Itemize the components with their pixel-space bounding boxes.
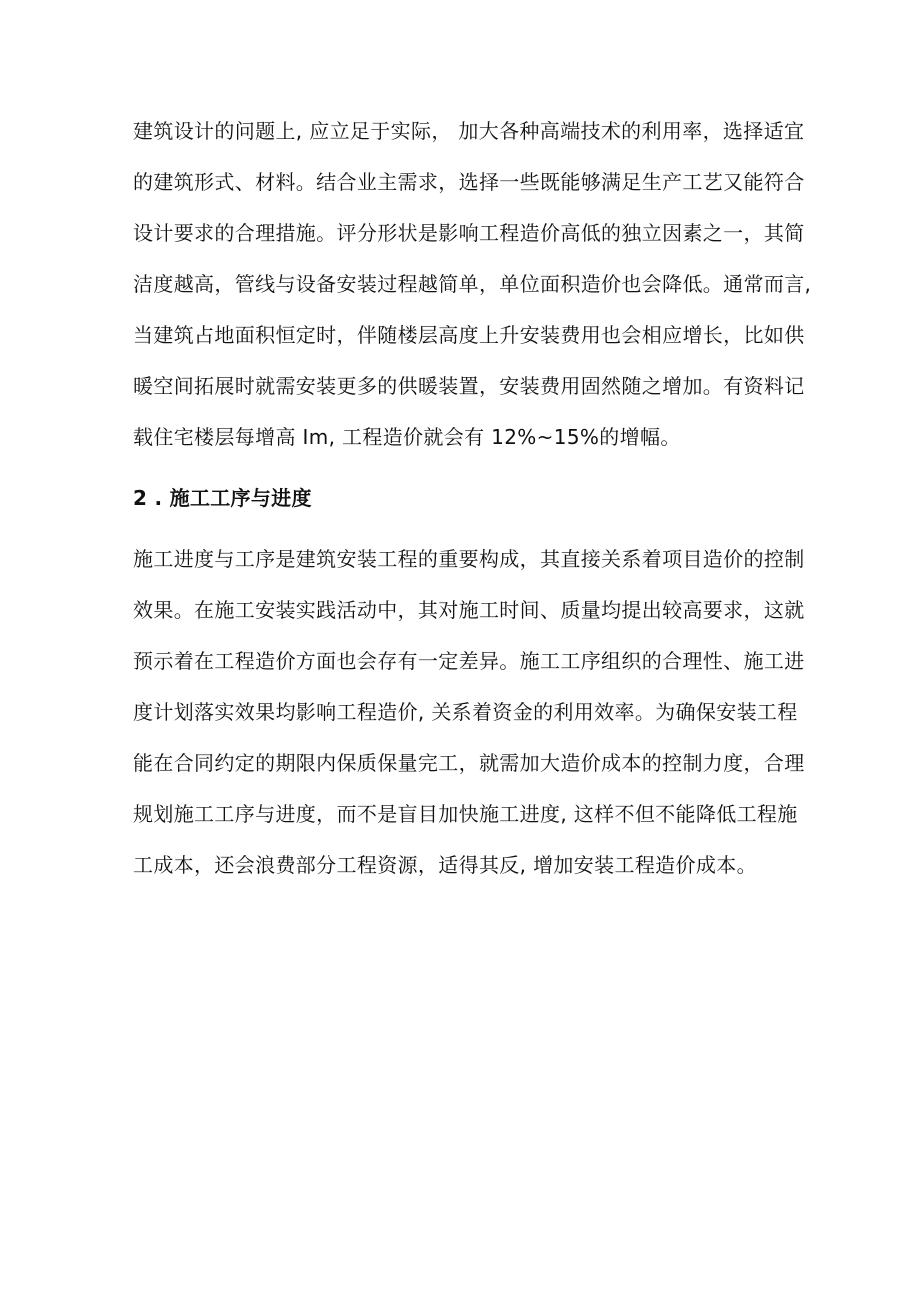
section-2-heading: 2 . 施工工序与进度 — [133, 486, 312, 510]
paragraph-1-line: 洁度越高，管线与设备安装过程越简单，单位面积造价也会降低。通常而言, — [133, 272, 812, 296]
paragraph-2-line: 工成本，还会浪费部分工程资源，适得其反, 增加安装工程造价成本。 — [133, 853, 757, 877]
paragraph-1-line: 建筑设计的问题上, 应立足于实际， 加大各种高端技术的利用率，选择适宜 — [133, 119, 805, 143]
paragraph-1-line: 设计要求的合理措施。评分形状是影响工程造价高低的独立因素之一，其简 — [133, 221, 805, 245]
paragraph-1-line: 的建筑形式、材料。结合业主需求，选择一些既能够满足生产工艺又能符合 — [133, 170, 805, 194]
paragraph-2-line: 度计划落实效果均影响工程造价, 关系着资金的利用效率。为确保安装工程 — [133, 700, 798, 724]
paragraph-2-line: 施工进度与工序是建筑安装工程的重要构成，其直接关系着项目造价的控制 — [133, 547, 805, 571]
paragraph-2-line: 效果。在施工安装实践活动中，其对施工时间、质量均提出较高要求，这就 — [133, 598, 805, 622]
paragraph-1-line: 当建筑占地面积恒定时，伴随楼层高度上升安装费用也会相应增长，比如供 — [133, 323, 805, 347]
paragraph-1-line: 载住宅楼层每增高 Im, 工程造价就会有 12%~15%的增幅。 — [133, 425, 681, 449]
paragraph-1-line: 暖空间拓展时就需安装更多的供暖装置，安装费用固然随之增加。有资料记 — [133, 374, 805, 398]
paragraph-2-line: 预示着在工程造价方面也会存有一定差异。施工工序组织的合理性、施工进 — [133, 649, 805, 673]
paragraph-2-line: 能在合同约定的期限内保质保量完工，就需加大造价成本的控制力度，合理 — [133, 751, 805, 775]
paragraph-2-line: 规划施工工序与进度，而不是盲目加快施工进度, 这样不但不能降低工程施 — [133, 802, 798, 826]
